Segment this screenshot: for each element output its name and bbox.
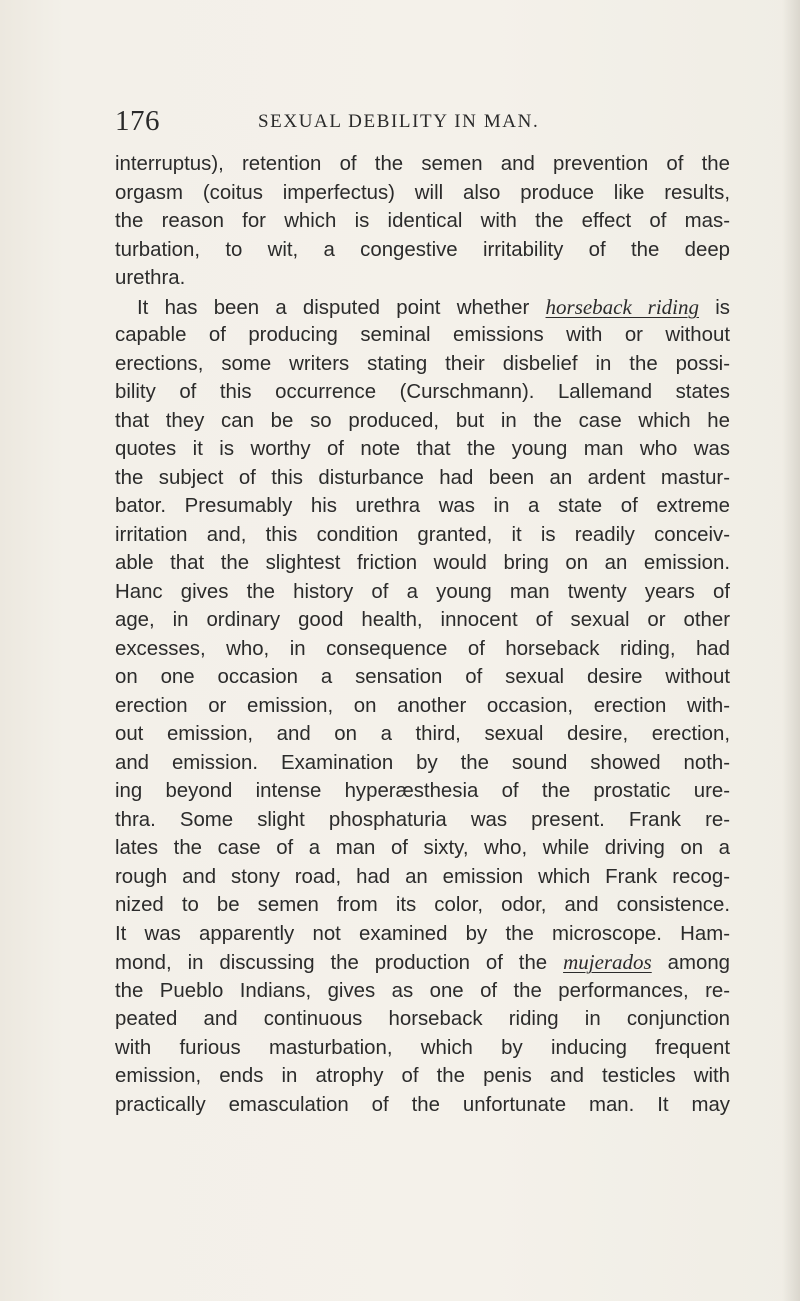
text-line — [115, 692, 730, 721]
text-run: peated and continuous horseback riding in conjunction — [115, 1008, 730, 1030]
text-run: rough and stony road, had an emission which Frank recog- — [115, 865, 730, 888]
text-run: out emission, and on a third, sexual desire, erection, — [115, 723, 730, 745]
text-line — [115, 777, 730, 806]
text-line — [115, 378, 730, 407]
text-line — [115, 293, 730, 322]
text-run: bator. Presumably his urethra was in a state of extreme — [115, 495, 730, 517]
text-run: and emission. Examination by the sound showed noth- — [115, 751, 730, 774]
text-line — [115, 407, 730, 436]
text-run: turbation, to wit, a congestive irritability of the deep — [115, 238, 730, 261]
text-run: It has been a disputed point whether — [137, 296, 546, 319]
text-run: emission, ends in atrophy of the penis and testicles with — [115, 1065, 730, 1087]
text-run: age, in ordinary good health, innocent of sexual or other — [115, 609, 730, 631]
text-run: capable of producing seminal emissions with or without — [115, 324, 730, 346]
text-line — [115, 578, 730, 607]
text-run: lates the case of a man of sixty, who, while driving on a — [115, 837, 730, 859]
text-line — [115, 350, 730, 379]
text-line — [115, 863, 730, 892]
text-line — [115, 549, 730, 578]
text-run: the Pueblo Indians, gives as one of the performances, re- — [115, 979, 730, 1002]
text-line — [115, 834, 730, 863]
italic-phrase: horseback riding — [545, 294, 699, 319]
italic-phrase: mujerados — [563, 950, 652, 974]
text-run: bility of this occurrence (Curschmann). Lallemand states — [115, 381, 730, 403]
text-run: ing beyond intense hyperæsthesia of the prostatic ure- — [115, 780, 730, 802]
text-line — [115, 635, 730, 664]
text-line — [115, 806, 730, 835]
text-line — [115, 207, 730, 236]
text-run: It was apparently not examined by the microscope. Ham- — [115, 922, 730, 945]
text-run: irritation and, this condition granted, it is readily conceiv- — [115, 523, 730, 546]
text-line — [115, 920, 730, 949]
text-line — [115, 321, 730, 350]
text-run: that they can be so produced, but in the case which he — [115, 409, 730, 432]
text-run: practically emasculation of the unfortunate man. It may — [115, 1093, 730, 1116]
text-line — [115, 1034, 730, 1063]
text-run: erections, some writers stating their disbelief in the possi- — [115, 352, 730, 375]
text-run: mond, in discussing the production of the — [115, 952, 564, 974]
text-line — [115, 521, 730, 550]
text-line — [115, 606, 730, 635]
text-run: thra. Some slight phosphaturia was present. Frank re- — [115, 808, 730, 831]
text-run: orgasm (coitus imperfectus) will also produce like results, — [115, 181, 730, 204]
text-line — [115, 977, 730, 1006]
text-line — [115, 1091, 730, 1120]
body-text — [115, 150, 730, 1119]
page-header — [115, 104, 735, 138]
text-line — [115, 891, 730, 920]
text-line — [115, 492, 730, 521]
text-line — [115, 1062, 730, 1091]
text-run: excesses, who, in consequence of horseback riding, had — [115, 637, 730, 660]
text-run: quotes it is worthy of note that the young man who was — [115, 438, 730, 460]
page-edge-shadow — [782, 0, 800, 1301]
running-head: SEXUAL DEBILITY IN MAN. — [258, 111, 540, 132]
page-number: 176 — [115, 105, 160, 137]
text-run: on one occasion a sensation of sexual desire without — [115, 666, 730, 688]
text-line — [115, 720, 730, 749]
text-line — [115, 1005, 730, 1034]
text-line — [115, 236, 730, 265]
text-line — [115, 464, 730, 493]
text-run: urethra. — [115, 267, 186, 289]
text-run: nized to be semen from its color, odor, and consistence. — [115, 894, 730, 916]
text-run: erection or emission, on another occasion, erection with- — [115, 694, 730, 717]
text-line — [115, 179, 730, 208]
text-run: able that the slightest friction would bring on an emission. — [115, 552, 730, 574]
text-line — [115, 435, 730, 464]
text-run: the reason for which is identical with the effect of mas- — [115, 210, 730, 232]
text-run: is — [699, 296, 730, 319]
text-line — [115, 264, 730, 293]
text-line — [115, 749, 730, 778]
text-run: with furious masturbation, which by inducing frequent — [115, 1036, 730, 1059]
text-run: Hanc gives the history of a young man twenty years of — [115, 580, 730, 603]
text-run: interruptus), retention of the semen and prevention of the — [115, 153, 730, 175]
text-line — [115, 663, 730, 692]
text-line — [115, 150, 730, 179]
text-line — [115, 948, 730, 977]
text-run: the subject of this disturbance had been an ardent mastur- — [115, 466, 730, 489]
text-run: among — [651, 952, 730, 974]
